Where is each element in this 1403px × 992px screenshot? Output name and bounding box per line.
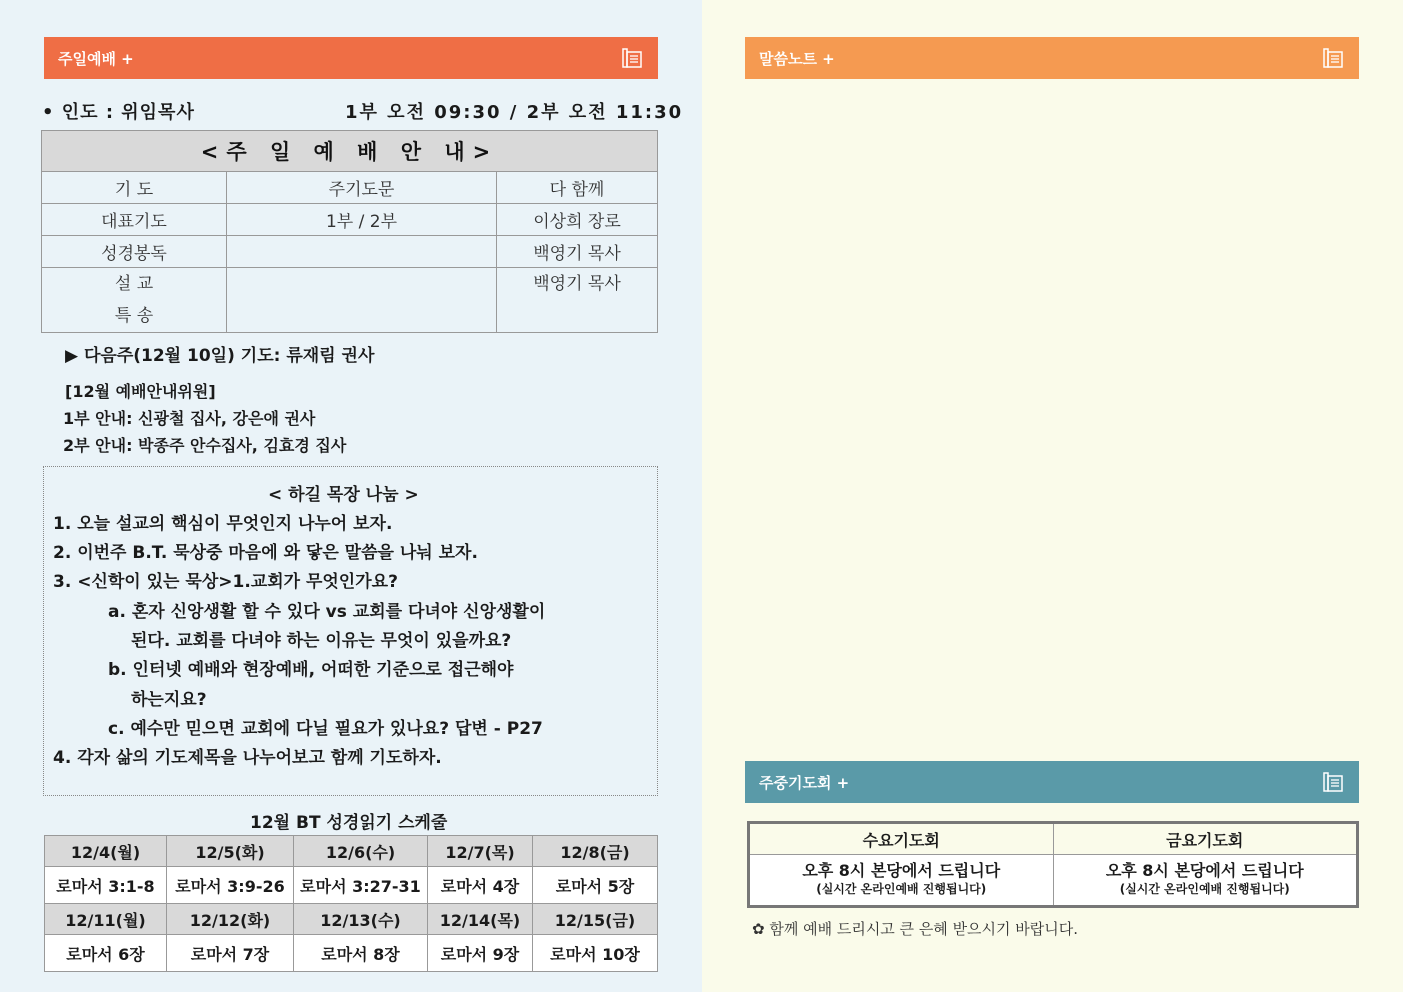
bt-schedule-title: 12월 BT 성경읽기 스케줄 bbox=[250, 813, 448, 833]
bt-reading: 로마서 5장 bbox=[533, 867, 658, 904]
wednesday-prayer-time: 오후 8시 본당에서 드립니다 bbox=[802, 861, 1001, 880]
wednesday-prayer-info bbox=[749, 855, 1054, 907]
worship-table bbox=[41, 130, 658, 333]
sharing-question: 4. 각자 삶의 기도제목을 나누어보고 함께 기도하자. bbox=[53, 748, 442, 768]
bt-reading: 로마서 10장 bbox=[533, 935, 658, 972]
worship-detail: 주기도문 bbox=[227, 172, 497, 204]
bt-reading: 로마서 4장 bbox=[428, 867, 533, 904]
bt-reading: 로마서 9장 bbox=[428, 935, 533, 972]
sharing-title: < 하길 목장 나눔 > bbox=[268, 485, 419, 505]
sharing-question: 2. 이번주 B.T. 묵상중 마음에 와 닿은 말씀을 나눠 보자. bbox=[53, 543, 478, 563]
sharing-subquestion: c. 예수만 믿으면 교회에 다닐 필요가 있나요? 답변 - P27 bbox=[108, 719, 543, 739]
sharing-question: 1. 오늘 설교의 핵심이 무엇인지 나누어 보자. bbox=[53, 514, 393, 534]
worship-item-sermon-special bbox=[42, 268, 227, 333]
bt-date: 12/6(수) bbox=[294, 836, 428, 867]
friday-prayer-time: 오후 8시 본당에서 드립니다 bbox=[1105, 861, 1304, 880]
guide-second-service: 2부 안내: 박종주 안수집사, 김효경 집사 bbox=[63, 436, 347, 455]
worship-who: 이상희 장로 bbox=[497, 204, 658, 236]
bt-date: 12/5(화) bbox=[167, 836, 294, 867]
sharing-subquestion: a. 혼자 신앙생활 할 수 있다 vs 교회를 다녀야 신앙생활이 bbox=[108, 602, 546, 622]
weekday-prayer-title: 주중기도회 + bbox=[759, 773, 850, 792]
bt-date: 12/15(금) bbox=[533, 904, 658, 935]
leader-line: • 인도 : 위임목사 bbox=[42, 102, 195, 123]
bt-reading: 로마서 6장 bbox=[45, 935, 167, 972]
worship-item: 성경봉독 bbox=[42, 236, 227, 268]
list-doc-icon[interactable] bbox=[620, 46, 644, 70]
weekday-prayer-banner[interactable] bbox=[745, 761, 1359, 803]
list-doc-icon[interactable] bbox=[1321, 46, 1345, 70]
worship-table-title: <주 일 예 배 안 내> bbox=[42, 131, 658, 172]
bt-reading: 로마서 3:27-31 bbox=[294, 867, 428, 904]
special-song-label: 특 송 bbox=[114, 306, 154, 326]
worship-item: 대표기도 bbox=[42, 204, 227, 236]
bt-date: 12/4(월) bbox=[45, 836, 167, 867]
prayer-meeting-table bbox=[747, 821, 1359, 908]
sermon-notes-title: 말씀노트 + bbox=[759, 49, 835, 68]
bt-date: 12/13(수) bbox=[294, 904, 428, 935]
sharing-subquestion: 된다. 교회를 다녀야 하는 이유는 무엇이 있을까요? bbox=[131, 631, 512, 651]
worship-who: 다 함께 bbox=[497, 172, 658, 204]
list-doc-icon[interactable] bbox=[1321, 770, 1345, 794]
service-times: 1부 오전 09:30 / 2부 오전 11:30 bbox=[345, 102, 684, 123]
sharing-subquestion: 하는지요? bbox=[131, 690, 207, 710]
friday-prayer-title: 금요기도회 bbox=[1053, 823, 1358, 855]
sunday-worship-title: 주일예배 + bbox=[58, 49, 134, 68]
bt-reading: 로마서 3:1-8 bbox=[45, 867, 167, 904]
worship-detail bbox=[227, 268, 497, 333]
worship-detail bbox=[227, 236, 497, 268]
friday-prayer-info bbox=[1053, 855, 1358, 907]
bt-reading: 로마서 8장 bbox=[294, 935, 428, 972]
bt-date: 12/8(금) bbox=[533, 836, 658, 867]
worship-who: 백영기 목사 bbox=[497, 236, 658, 268]
bt-date: 12/11(월) bbox=[45, 904, 167, 935]
closing-notice: ✿ 함께 예배 드리시고 큰 은혜 받으시기 바랍니다. bbox=[752, 920, 1079, 938]
bt-reading: 로마서 7장 bbox=[167, 935, 294, 972]
guide-committee-title: [12월 예배안내위원] bbox=[65, 382, 216, 401]
bt-schedule-table bbox=[44, 835, 658, 972]
worship-item: 기 도 bbox=[42, 172, 227, 204]
sunday-worship-banner[interactable] bbox=[44, 37, 658, 79]
bt-date: 12/7(목) bbox=[428, 836, 533, 867]
bt-date: 12/12(화) bbox=[167, 904, 294, 935]
sharing-question: 3. <신학이 있는 묵상>1.교회가 무엇인가요? bbox=[53, 572, 398, 592]
sharing-subquestion: b. 인터넷 예배와 현장예배, 어떠한 기준으로 접근해야 bbox=[108, 660, 514, 680]
next-week-prayer: ▶ 다음주(12월 10일) 기도: 류재림 권사 bbox=[65, 346, 375, 366]
bt-date: 12/14(목) bbox=[428, 904, 533, 935]
sermon-label: 설 교 bbox=[114, 274, 154, 294]
worship-detail: 1부 / 2부 bbox=[227, 204, 497, 236]
friday-online-note: (실시간 온라인예배 진행됩니다) bbox=[1119, 882, 1290, 896]
guide-first-service: 1부 안내: 신광철 집사, 강은애 권사 bbox=[63, 409, 316, 428]
bt-reading: 로마서 3:9-26 bbox=[167, 867, 294, 904]
wednesday-prayer-title: 수요기도회 bbox=[749, 823, 1054, 855]
worship-who: 백영기 목사 bbox=[497, 268, 658, 333]
sermon-notes-banner[interactable] bbox=[745, 37, 1359, 79]
wednesday-online-note: (실시간 온라인예배 진행됩니다) bbox=[816, 882, 987, 896]
